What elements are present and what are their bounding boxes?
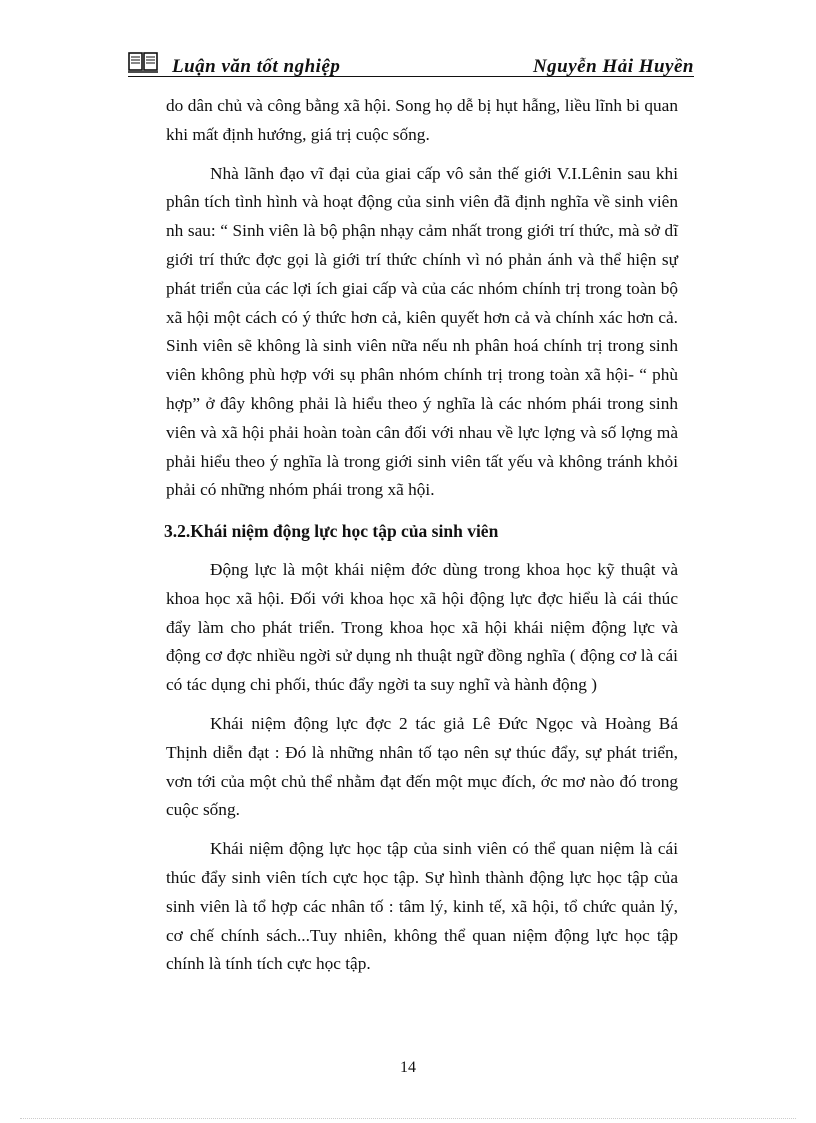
header-rule (128, 76, 694, 77)
page-bottom-border (20, 1118, 796, 1119)
page-body (166, 92, 678, 989)
header-right-title: Nguyễn Hải Huyền (532, 56, 694, 77)
section-heading: 3.2.Khái niệm động lực học tập của sinh viên (164, 521, 499, 542)
paragraph-3: Động lực là một khái niệm đớc dùng trong khoa học kỹ thuật và khoa học xã hội. Đối với khoa học xã hội động lực đợc hiểu là cái thúc đẩy làm cho phát triển. Trong khoa học xã hội khái niệm động lực và động cơ đợc nhiều ngời sử dụng nh thuật ngữ đồng nghĩa ( động cơ là cái có tác dụng chi phối, thúc đẩy ngời ta suy nghĩ và hành động ) (166, 559, 678, 695)
header-left-title: Luận văn tốt nghiệp (172, 56, 341, 77)
paragraph-4: Khái niệm động lực đợc 2 tác giả Lê Đức Ngọc và Hoàng Bá Thịnh diễn đạt : Đó là những nhân tố tạo nên sự thúc đẩy, sự phát triển, vơn tới của một chủ thể nhằm đạt đến một mục đích, ớc mơ nào đó trong cuộc sống. (166, 713, 678, 820)
paragraph-1: do dân chủ và công bằng xã hội. Song họ dễ bị hụt hẫng, liều lĩnh bi quan khi mất định hướng, giá trị cuộc sống. (166, 96, 678, 144)
paragraph-5: Khái niệm động lực học tập của sinh viên có thể quan niệm là cái thúc đẩy sinh viên tích cực học tập. Sự hình thành động lực học tập của sinh viên là tổ hợp các nhân tố : tâm lý, kinh tế, xã hội, tổ chức quản lý, cơ chế chính sách...Tuy nhiên, không thể quan niệm động lực học tập chính là tính tích cực học tập. (166, 839, 678, 974)
page-number: 14 (400, 1059, 416, 1076)
paragraph-2: Nhà lãnh đạo vĩ đại của giai cấp vô sản thế giới V.I.Lênin sau khi phân tích tình hình và hoạt động của sinh viên đã định nghĩa về sinh viên nh sau: “ Sinh viên là bộ phận nhạy cảm nhất trong giới trí thức, mà sở dĩ giới trí thức đợc gọi là giới trí thức chính vì nó phản ánh và thể hiện sự phát triển của các lợi ích giai cấp và của các nhóm chính trị trong toàn bộ xã hội một cách có ý thức hơn cả, kiên quyết hơn cả và chính xác hơn cả. Sinh viên sẽ không là sinh viên nữa nếu nh phân hoá chính trị trong sinh viên không phù hợp với sụ phân nhóm chính trị trong toàn xã hội- “ phù hợp” ở đây không phải là hiểu theo ý nghĩa là các nhóm phái trong sinh viên và xã hội phải hoàn toàn cân đối với nhau về lực lợng và số lợng mà phải hiểu theo ý nghĩa là trong giới sinh viên tất yếu và không tránh khỏi phải có những nhóm phái trong xã hội. (166, 163, 678, 500)
page-header (128, 50, 694, 78)
book-icon (128, 50, 158, 74)
